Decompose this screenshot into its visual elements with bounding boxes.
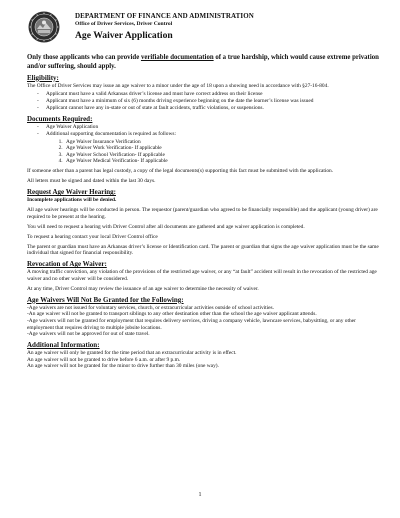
hearing-paragraph: All age waiver hearings will be conducted in person. The requestor (parent/guardian who agreed to be financially responsible) and the applicant (young driver) are required to be present at the hearing.: [27, 207, 378, 220]
not-granted-list: [27, 305, 379, 338]
additional-info-heading: Additional Information:: [27, 341, 100, 350]
verifiable-documentation-phrase: verifiable documentation: [140, 54, 214, 61]
revocation-paragraph: A moving traffic conviction, any violation of the provisions of the restricted age waiver, or any “at fault” accident will result in the revocation of the restricted age waiver and no other waiver will be considered.: [27, 269, 377, 282]
custody-note: If someone other than a parent has legal custody, a copy of the legal documents(s) supporting this fact must be submitted with the application.: [27, 168, 334, 175]
eligibility-text: The Office of Driver Services may issue an age waiver to a minor under the age of 18 upon a showing need in accordance with §27-16-804.: [27, 82, 329, 89]
page-title: Age Waiver Application: [75, 30, 173, 41]
eligibility-list: [27, 91, 379, 111]
list-item: An age waiver will only be granted for the time period that an extracurricular activity is in effect.: [27, 350, 237, 357]
documents-heading: Documents Required:: [27, 114, 93, 123]
revocation-paragraph: At any time, Driver Control may review the issuance of an age waiver to determine the necessity of waiver.: [27, 285, 259, 292]
list-item: -Age waivers will not be approved for out of state travel.: [27, 331, 150, 338]
list-item: 2. Age Waiver Work Verification- If applicable: [64, 145, 379, 152]
hearing-paragraph: You will need to request a hearing with Driver Control after all documents are gathered and age waiver application is completed.: [27, 223, 305, 230]
intro-statement: Only those applicants who can provide verifiable documentation of a true hardship, which would cause extreme privation and/or suffering, should apply.: [27, 54, 379, 70]
list-item: - Age Waiver Application: [37, 124, 379, 131]
hearing-paragraph: To request a hearing contact your local Driver Control office: [27, 233, 158, 240]
office-name: Office of Driver Services, Driver Control: [75, 21, 173, 27]
page-number: 1: [198, 492, 202, 498]
incomplete-warning: Incomplete applications will be denied.: [27, 197, 117, 204]
list-item: -Age waivers will not be granted for employment that requires delivery services, driving a company vehicle, lawncare services, babysitting, or any other employment that requires driving to multiple jobsite locations.: [27, 317, 356, 331]
state-seal-icon: [28, 11, 60, 43]
list-item: - Applicant must have a valid Arkansas driver’s license and must have correct address on their license: [37, 91, 379, 98]
list-item: An age waiver will not be granted to drive before 6 a.m. or after 9 p.m.: [27, 356, 181, 363]
list-item: -An age waiver will not be granted to transport siblings to any other destination other than the school the age waiver applicant attends.: [27, 311, 317, 318]
letterhead: [28, 11, 388, 47]
list-item: -Age waivers are not issued for voluntary services, church, or extracurricular activities outside of school activities.: [27, 304, 274, 311]
supporting-documents-list: [27, 139, 379, 165]
list-item: - Applicant must have a minimum of six (6) months driving experience beginning on the date the learner’s license was issued: [37, 98, 379, 105]
documents-list: [27, 124, 379, 138]
department-name: DEPARTMENT OF FINANCE AND ADMINISTRATION: [75, 12, 254, 20]
not-granted-heading: Age Waivers Will Not Be Granted for the Following:: [27, 295, 184, 304]
list-item: 3. Age Waiver School Verification- If applicable: [64, 152, 379, 159]
revocation-heading: Revocation of Age Waiver:: [27, 260, 107, 269]
eligibility-heading: Eligibility:: [27, 73, 59, 82]
list-item: - Applicant cannot have any in-state or out of state at fault accidents, traffic violations, or suspensions.: [37, 105, 379, 112]
document-body: [27, 54, 379, 373]
list-item: - Additional supporting documentation is required as follows:: [37, 131, 379, 138]
list-item: An age waiver will not be granted for the minor to drive further than 30 miles (one way).: [27, 363, 219, 370]
additional-info-list: [27, 350, 379, 370]
hearing-paragraph: The parent or guardian must have an Arkansas driver’s license or Identification card. The parent or guardian that signs the age waiver application must be the same individual that signed for financial responsibility.: [27, 243, 379, 257]
hearing-heading: Request Age Waiver Hearing:: [27, 188, 116, 197]
list-item: 1. Age Waiver Insurance Verification: [64, 139, 379, 146]
list-item: 4. Age Waiver Medical Verification- If applicable: [64, 158, 379, 165]
dated-note: All letters must be signed and dated within the last 30 days.: [27, 178, 156, 185]
